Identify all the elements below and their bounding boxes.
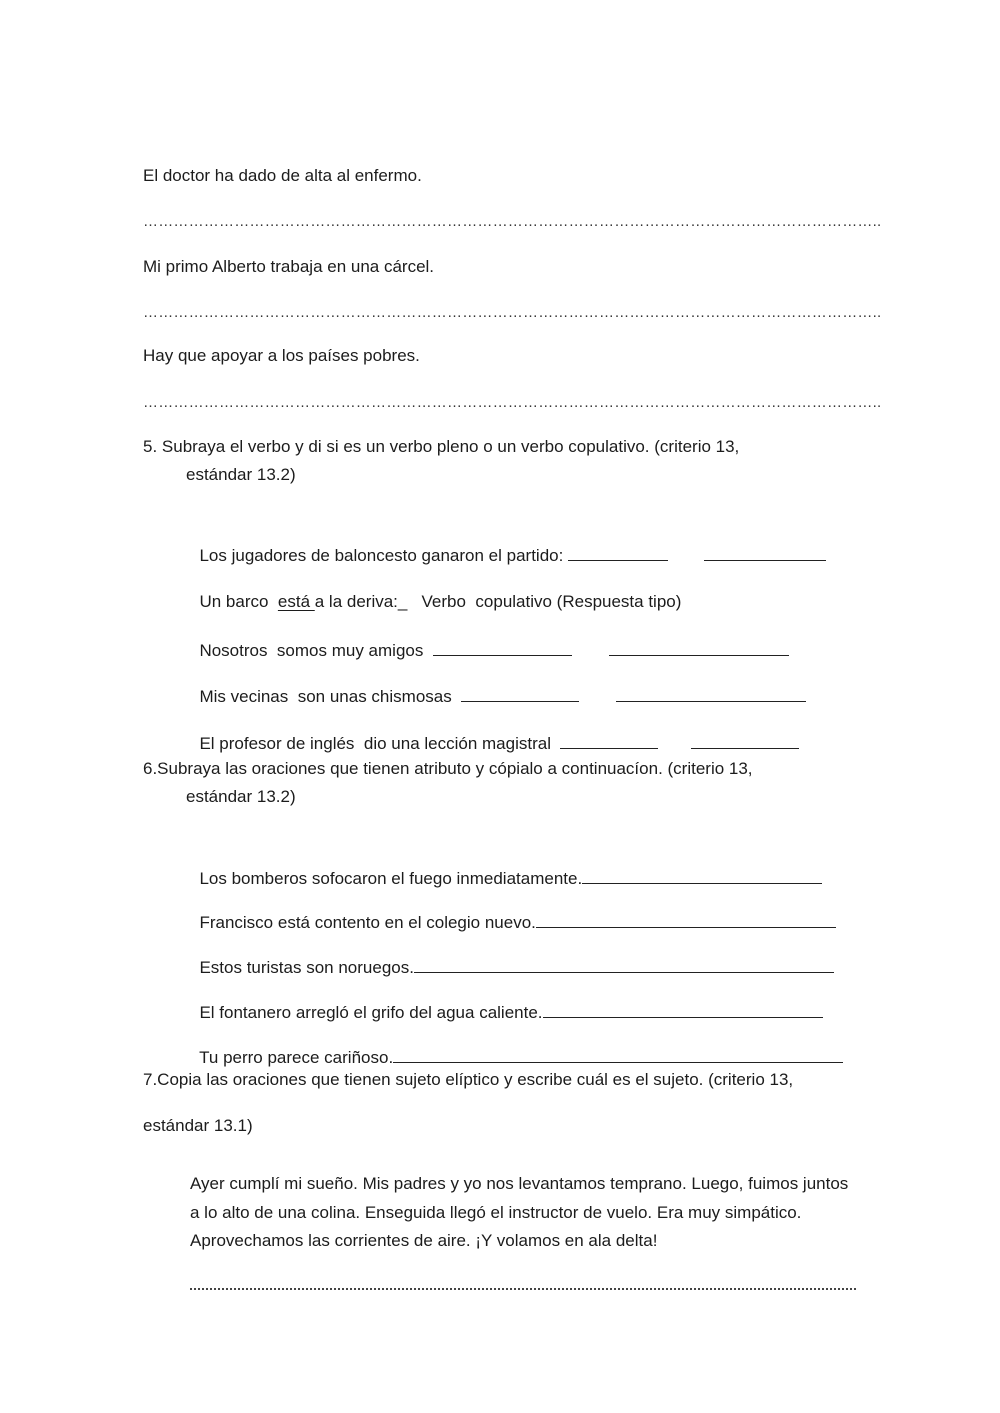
ex5-item-4-blank-a[interactable] [461,685,579,702]
ex6-item-4-blank[interactable] [543,1001,823,1018]
ex5-item-3-blank-a[interactable] [433,639,572,656]
ex5-item-2-pre: Un barco [199,592,278,611]
ex5-item-5-blank-b[interactable] [691,732,799,749]
sentence-1: El doctor ha dado de alta al enfermo. [143,166,422,185]
ex5-item-2-verb: está [277,592,315,611]
exercise-7-paragraph: Ayer cumplí mi sueño. Mis padres y yo nos levantamos temprano. Luego, fuimos juntos a lo alto de una colina. Enseguida llegó el instructor de vuelo. Era muy simpático. Aprovechamos las corrientes de aire. ¡Y volamos en ala delta! [190,1174,849,1250]
sentence-2: Mi primo Alberto trabaja en una cárcel. [143,257,435,276]
ex5-item-3 [190,617,789,662]
ex5-item-4-text: Mis vecinas son unas chismosas [199,687,462,706]
ex6-item-5-blank[interactable] [393,1046,843,1063]
ex5-item-3-blank-b[interactable] [609,639,789,656]
ex5-item-4-blank-b[interactable] [616,685,806,702]
ex6-item-2-text: Francisco está contento en el colegio nuevo. [199,913,536,932]
ex6-item-2-blank[interactable] [536,911,836,928]
answer-line-1[interactable]: ……………………………………………………………………………………………………………………………….. [143,213,882,230]
sentence-3: Hay que apoyar a los países pobres. [143,346,420,365]
ex5-item-2 [190,569,681,613]
ex5-item-1-text: Los jugadores de baloncesto ganaron el partido: [199,546,569,565]
exercise-7-standard: estándar 13.1) [143,1116,253,1135]
ex6-item-1-text: Los bomberos sofocaron el fuego inmediatamente. [199,869,583,888]
ex5-item-1-blank-b[interactable] [704,544,826,561]
ex5-item-5-blank-a[interactable] [560,732,658,749]
answer-line-3[interactable]: ……………………………………………………………………………………………………………………………….. [143,394,882,411]
exercise-5-standard: estándar 13.2) [186,465,296,484]
ex6-item-4 [190,979,823,1024]
ex6-item-3-text: Estos turistas son noruegos. [199,958,414,977]
ex6-item-5-text: Tu perro parece cariñoso. [199,1048,394,1067]
ex6-item-4-text: El fontanero arregló el grifo del agua caliente. [199,1003,543,1022]
ex5-item-1 [190,522,826,567]
exercise-7-answer-line[interactable] [190,1288,856,1290]
exercise-5-title: 5. Subraya el verbo y di si es un verbo pleno o un verbo copulativo. (criterio 13, [143,437,740,456]
exercise-6-title: 6.Subraya las oraciones que tienen atributo y cópialo a continuacíon. (criterio 13, [143,759,753,778]
ex5-item-3-text: Nosotros somos muy amigos [199,641,433,660]
ex6-item-5 [190,1024,843,1069]
exercise-6-standard: estándar 13.2) [186,787,296,806]
ex6-item-3 [190,934,834,979]
ex5-item-5-text: El profesor de inglés dio una lección magistral [199,734,561,753]
ex6-item-3-blank[interactable] [414,956,834,973]
ex5-item-1-blank-a[interactable] [568,544,668,561]
answer-line-2[interactable]: ……………………………………………………………………………………………………………………………….. [143,304,882,321]
ex6-item-1-blank[interactable] [582,867,822,884]
ex5-item-4 [190,663,806,708]
ex5-item-5 [190,710,799,755]
exercise-7-title: 7.Copia las oraciones que tienen sujeto elíptico y escribe cuál es el sujeto. (criterio 13, [143,1070,794,1089]
ex6-item-2 [190,889,836,934]
ex6-item-1 [190,845,822,890]
ex5-item-2-post: a la deriva:_ Verbo copulativo (Respuesta tipo) [314,592,682,611]
